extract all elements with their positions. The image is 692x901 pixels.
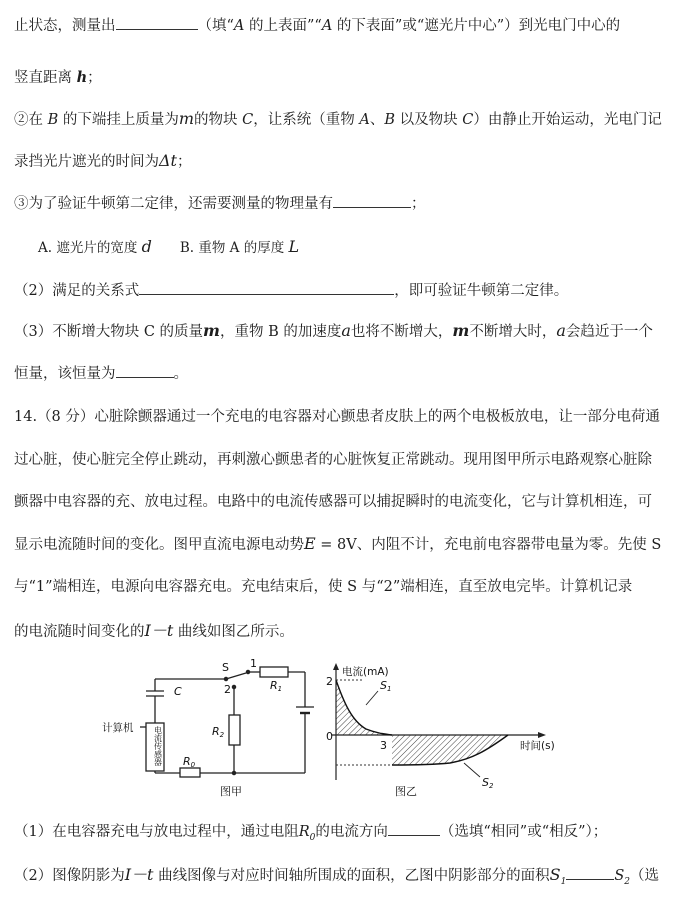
s1-sub: 1 bbox=[386, 685, 392, 693]
text: 、 bbox=[369, 112, 385, 128]
r1-letter: R bbox=[270, 679, 278, 692]
text: 曲线如图乙所示。 bbox=[173, 624, 294, 640]
x-tick-3: 3 bbox=[380, 739, 387, 752]
var: B bbox=[384, 112, 396, 128]
answer-blank[interactable] bbox=[139, 280, 394, 295]
text: ； bbox=[87, 70, 102, 86]
options-line bbox=[38, 236, 299, 256]
var: m bbox=[178, 109, 195, 128]
y-axis-arrow bbox=[333, 663, 339, 670]
text: 的下端挂上质量为 bbox=[58, 112, 179, 128]
var: C bbox=[462, 112, 474, 128]
text-line-1 bbox=[14, 14, 620, 35]
text-line-8 bbox=[14, 320, 653, 341]
computer-label: 计算机 bbox=[102, 722, 134, 734]
r1-sub: 1 bbox=[277, 685, 283, 693]
text: ； bbox=[411, 196, 426, 212]
text: 显示电流随时间的变化。图甲直流电源电动势 bbox=[14, 537, 304, 553]
text: 会趋近于一个 bbox=[565, 324, 653, 340]
text: 恒量，该恒量为 bbox=[14, 366, 116, 382]
text: （2）满足的关系式 bbox=[14, 283, 140, 299]
q14-line-4 bbox=[14, 533, 661, 554]
s2-leader bbox=[464, 763, 480, 777]
s-letter: S bbox=[549, 865, 561, 884]
resistor-r2 bbox=[229, 715, 240, 745]
text-line-9 bbox=[14, 362, 188, 383]
var: h bbox=[76, 69, 88, 86]
var-s2 bbox=[614, 868, 630, 887]
x-axis-arrow bbox=[538, 732, 546, 738]
text: 止状态，测量出 bbox=[14, 18, 116, 34]
text: 的上表面”“ bbox=[244, 18, 322, 34]
text: 的下表面”或“遮光片中心”）到光电门中心的 bbox=[332, 18, 621, 34]
text-line-5 bbox=[14, 192, 426, 213]
x-axis-label: 时间(s) bbox=[520, 740, 555, 752]
figures bbox=[100, 655, 570, 805]
text: = 8V、内阻不计，充电前电容器带电量为零。先使 S bbox=[315, 537, 662, 553]
s2-label bbox=[482, 776, 494, 790]
q14-sub-2 bbox=[14, 862, 659, 887]
option-b bbox=[179, 237, 300, 256]
text-line-4 bbox=[14, 150, 191, 171]
r2-letter: R bbox=[212, 725, 220, 738]
s2-shaded-area bbox=[392, 735, 508, 765]
var: C bbox=[242, 112, 254, 128]
var: I－t bbox=[124, 865, 154, 884]
text: ②在 bbox=[14, 112, 48, 128]
s1-letter: S bbox=[380, 679, 387, 692]
var: E bbox=[304, 534, 316, 553]
text: 的电流随时间变化的 bbox=[14, 624, 145, 640]
resistor-r0 bbox=[180, 768, 200, 777]
s2-letter: S bbox=[482, 776, 489, 789]
q14-sub-1 bbox=[14, 820, 607, 843]
var: m bbox=[203, 321, 220, 340]
s-letter: S bbox=[614, 868, 625, 884]
figure-b-caption: 图乙 bbox=[395, 785, 417, 798]
s1-label bbox=[380, 679, 391, 693]
answer-blank[interactable] bbox=[388, 821, 440, 836]
s2-sub: 2 bbox=[488, 782, 494, 790]
position-2-label: 2 bbox=[224, 683, 231, 696]
text: ，即可验证牛顿第二定律。 bbox=[394, 283, 569, 299]
text: ； bbox=[176, 154, 192, 170]
figure-a-caption: 图甲 bbox=[220, 785, 242, 798]
r0-label bbox=[183, 755, 196, 769]
var-r0 bbox=[298, 824, 316, 843]
text: B. 重物 A 的厚度 bbox=[179, 240, 285, 256]
text: 竖直距离 bbox=[14, 70, 77, 86]
var: d bbox=[141, 237, 152, 256]
r2-sub: 2 bbox=[219, 731, 225, 739]
var: I－t bbox=[144, 621, 174, 640]
var: a bbox=[341, 321, 351, 340]
text-line-7 bbox=[14, 279, 568, 300]
text: （填“ bbox=[197, 18, 234, 34]
text: 也将不断增大， bbox=[350, 324, 453, 340]
r2-label bbox=[212, 725, 225, 739]
r-sub: 0 bbox=[309, 832, 316, 843]
resistor-r1 bbox=[260, 667, 288, 677]
r1-label bbox=[270, 679, 282, 693]
s1-leader bbox=[366, 691, 378, 705]
text: 不断增大时， bbox=[469, 324, 557, 340]
text: （选 bbox=[629, 868, 659, 884]
text-line-3 bbox=[14, 108, 662, 129]
q14-line-5: 与“1”端相连，电源向电容器充电。充电结束后，使 S 与“2”端相连，直至放电完毕。计算机记录 bbox=[14, 579, 633, 595]
r0-letter: R bbox=[183, 755, 191, 768]
q14-line-2: 过心脏，使心脏完全停止跳动，再刺激心颤患者的心脏恢复正常跳动。现用图甲所示电路观察心脏除 bbox=[14, 452, 652, 468]
var: B bbox=[47, 112, 59, 128]
q14-line-3: 颤器中电容器的充、放电过程。电路中的电流传感器可以捕捉瞬时的电流变化，它与计算机相连，可 bbox=[14, 494, 652, 510]
answer-blank[interactable] bbox=[566, 865, 614, 880]
y-axis-label: 电流(mA) bbox=[342, 666, 389, 678]
var-s1 bbox=[549, 865, 567, 888]
option-a bbox=[38, 237, 152, 256]
var: A bbox=[321, 18, 333, 34]
capacitor-label: C bbox=[174, 685, 182, 698]
text: （选填“相同”或“相反”）； bbox=[439, 824, 608, 840]
text-line-2 bbox=[14, 66, 102, 87]
s-sub: 2 bbox=[624, 876, 630, 887]
answer-blank[interactable] bbox=[116, 15, 198, 30]
s-sub: 1 bbox=[560, 877, 567, 888]
var: a bbox=[556, 321, 566, 340]
answer-blank[interactable] bbox=[333, 193, 411, 208]
q14-line-1: 14.（8 分）心脏除颤器通过一个充电的电容器对心颤患者皮肤上的两个电极板放电，让一部分电荷通 bbox=[14, 409, 660, 425]
r0-sub: 0 bbox=[190, 761, 196, 769]
text: 的电流方向 bbox=[315, 824, 388, 840]
var: m bbox=[452, 321, 470, 340]
position-1-label: 1 bbox=[250, 657, 257, 670]
text: 。 bbox=[173, 366, 188, 382]
y-tick-2: 2 bbox=[326, 675, 333, 688]
text: 录挡光片遮光的时间为 bbox=[14, 154, 159, 170]
answer-blank[interactable] bbox=[116, 363, 174, 378]
var: L bbox=[288, 237, 300, 256]
current-time-graph bbox=[332, 663, 546, 780]
var: Δt bbox=[159, 151, 177, 170]
text: （1）在电容器充电与放电过程中，通过电阻 bbox=[14, 824, 299, 840]
text: （2）图像阴影为 bbox=[14, 868, 125, 884]
origin-label: 0 bbox=[326, 730, 333, 743]
text: ，重物 B 的加速度 bbox=[219, 324, 342, 340]
switch-blade bbox=[226, 673, 246, 679]
text: ③为了验证牛顿第二定律，还需要测量的物理量有 bbox=[14, 196, 333, 212]
var: A bbox=[233, 18, 245, 34]
text: A. 遮光片的宽度 bbox=[38, 240, 138, 256]
r-letter: R bbox=[298, 824, 310, 840]
text: ）由静止开始运动，光电门记 bbox=[473, 112, 662, 128]
q14-line-6 bbox=[14, 618, 294, 641]
text: 曲线图像与对应时间轴所围成的面积，乙图中阴影部分的面积 bbox=[153, 868, 550, 884]
text: 以及物块 bbox=[395, 112, 463, 128]
switch-label: S bbox=[222, 661, 229, 674]
text: 的物块 bbox=[194, 112, 243, 128]
text: （3）不断增大物块 C 的质量 bbox=[14, 324, 204, 340]
var: A bbox=[359, 112, 370, 128]
text: ，让系统（重物 bbox=[253, 112, 360, 128]
sensor-label: 电流传感器 bbox=[153, 726, 163, 766]
